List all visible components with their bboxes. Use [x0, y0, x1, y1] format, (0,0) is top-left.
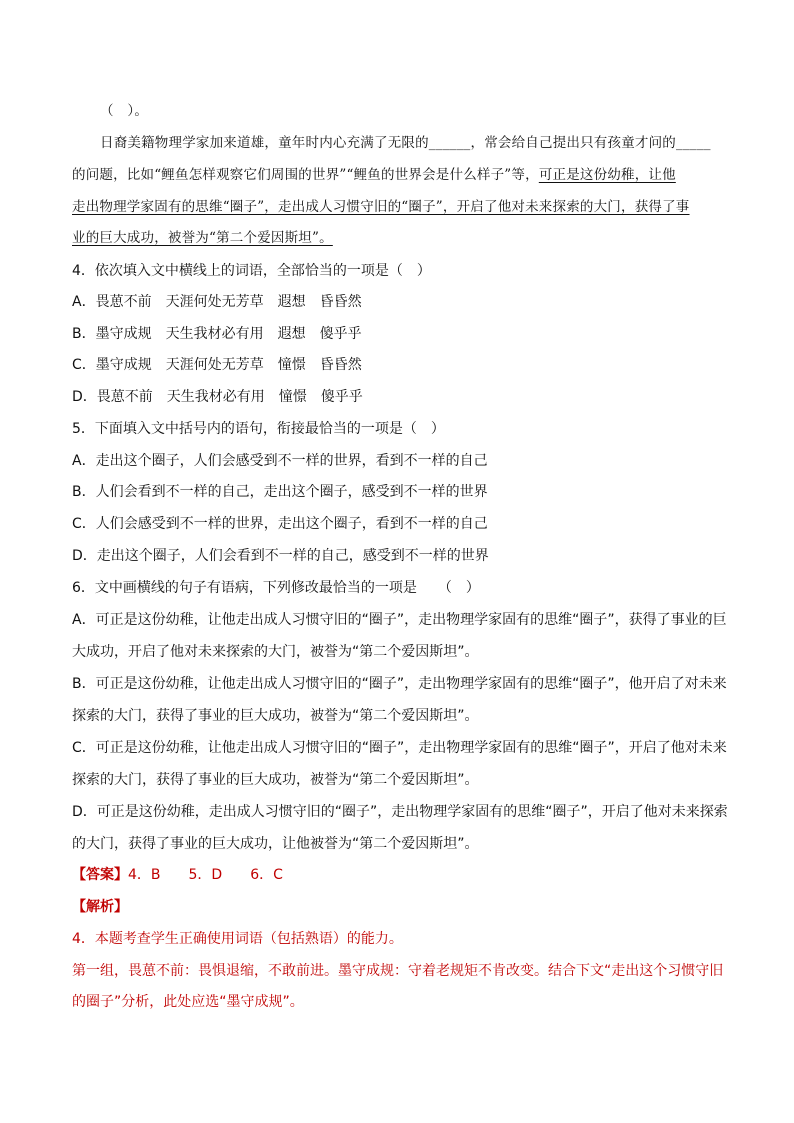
answer-values: 4．B 5．D 6．C — [128, 867, 283, 883]
question-6-option-b-line-2: 探索的大门，获得了事业的巨大成功，被誉为“第二个爱因斯坦”。 — [72, 708, 479, 724]
passage-line-4-underlined: 业的巨大成功，被誉为“第二个爱因斯坦”。 — [72, 230, 333, 246]
question-6-option-a-line-2: 大成功，开启了他对未来探索的大门，被誉为“第二个爱因斯坦”。 — [72, 644, 479, 660]
question-6-stem: 6．文中画横线的句子有语病，下列修改最恰当的一项是 （ ） — [72, 580, 480, 596]
question-6-option-d-line-1: D．可正是这份幼稚，走出成人习惯守旧的“圈子”，走出物理学家固有的思维“圈子”，开启了他对未来探索 — [72, 804, 728, 820]
underlined-sentence-start: 可正是这份幼稚，让他 — [538, 167, 676, 183]
question-6-option-d-line-2: 的大门，获得了事业的巨大成功，让他被誉为“第二个爱因斯坦”。 — [72, 836, 479, 852]
question-4-option-c: C．墨守成规 天涯何处无芳草 憧憬 昏昏然 — [72, 357, 362, 373]
question-6-option-c-line-2: 探索的大门，获得了事业的巨大成功，被誉为“第二个爱因斯坦”。 — [72, 772, 479, 788]
question-5-option-b: B．人们会看到不一样的自己，走出这个圈子，感受到不一样的世界 — [72, 484, 488, 500]
answer-line — [72, 866, 722, 884]
explanation-line-2: 第一组，畏葸不前：畏惧退缩，不敢前进。墨守成规：守着老规矩不肯改变。结合下文“走出这个习惯守旧 — [72, 963, 724, 979]
question-5-stem: 5．下面填入文中括号内的语句，衔接最恰当的一项是（ ） — [72, 421, 445, 437]
passage-blank-line: （ ）。 — [100, 103, 149, 119]
question-6-option-b-line-1: B．可正是这份幼稚，让他走出成人习惯守旧的“圈子”，走出物理学家固有的思维“圈子”，他开启了对未来 — [72, 676, 727, 692]
question-6-option-a-line-1: A．可正是这份幼稚，让他走出成人习惯守旧的“圈子”，走出物理学家固有的思维“圈子”，获得了事业的巨 — [72, 612, 727, 628]
question-4-stem: 4．依次填入文中横线上的词语，全部恰当的一项是（ ） — [72, 263, 431, 279]
question-4-option-a: A．畏葸不前 天涯何处无芳草 遐想 昏昏然 — [72, 294, 362, 310]
explanation-tag: 【解析】 — [72, 899, 128, 915]
passage-line-3-underlined: 走出物理学家固有的思维“圈子”，走出成人习惯守旧的“圈子”，开启了他对未来探索的大门，获得了事 — [72, 199, 690, 215]
question-5-option-c: C．人们会感受到不一样的世界，走出这个圈子，看到不一样的自己 — [72, 516, 488, 532]
question-5-option-a: A．走出这个圈子，人们会感受到不一样的世界，看到不一样的自己 — [72, 453, 488, 469]
explanation-line-1: 4．本题考查学生正确使用词语（包括熟语）的能力。 — [72, 931, 403, 947]
question-5-option-d: D．走出这个圈子，人们会看到不一样的自己，感受到不一样的世界 — [72, 548, 489, 564]
passage-line-2-plain: 的问题，比如“鲤鱼怎样观察它们周围的世界”“鲤鱼的世界会是什么样子”等， — [72, 167, 539, 183]
passage-line-1: 日裔美籍物理学家加来道雄，童年时内心充满了无限的______，常会给自己提出只有孩童才问的_____ — [100, 135, 711, 151]
explanation-line-3: 的圈子”分析，此处应选“墨守成规”。 — [72, 994, 304, 1010]
question-4-option-d: D．畏葸不前 天生我材必有用 憧憬 傻乎乎 — [72, 389, 363, 405]
passage-line-2 — [72, 166, 722, 184]
answer-tag: 【答案】 — [72, 867, 128, 883]
question-6-option-c-line-1: C．可正是这份幼稚，让他走出成人习惯守旧的“圈子”，走出物理学家固有的思维“圈子”，开启了他对未来 — [72, 740, 727, 756]
question-4-option-b: B．墨守成规 天生我材必有用 遐想 傻乎乎 — [72, 326, 362, 342]
